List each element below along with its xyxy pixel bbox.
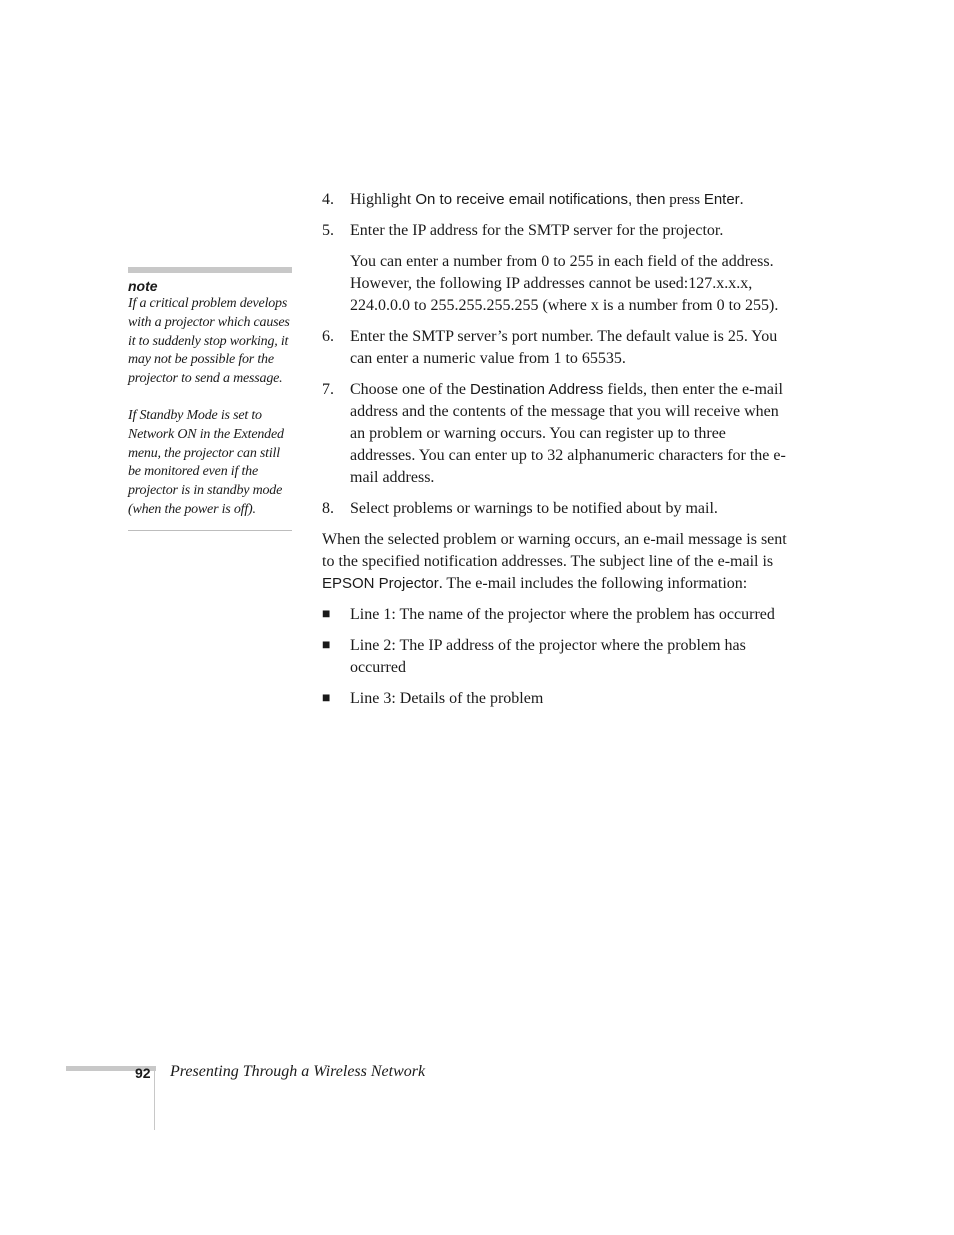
list-item [322, 604, 788, 626]
step-5-detail: You can enter a number from 0 to 255 in each field of the address. However, the following IP addresses cannot be used:127.x.x.x, 224.0.0.0 to 255.255.255.255 (where x is a number from 0 to 255). [350, 253, 779, 314]
step-number: 6. [322, 328, 334, 345]
page-number: 92 [135, 1065, 151, 1081]
note-paragraph-1: If a critical problem develops with a projector which causes it to suddenly stop working, it may not be possible for the projector to send a message. [128, 296, 290, 387]
step-number: 5. [322, 222, 334, 239]
note-title: note [128, 278, 158, 294]
bullet-square-icon: ■ [322, 691, 331, 706]
note-paragraph-2: If Standby Mode is set to Network ON in the Extended menu, the projector can still be monitored even if the projector is in standby mode (when the power is off). [128, 407, 284, 517]
summary-text: . The e-mail includes the following information: [438, 575, 748, 592]
step-6 [322, 326, 788, 370]
step-text: press [665, 192, 704, 208]
step-number: 8. [322, 500, 334, 517]
step-text: Highlight [350, 191, 416, 208]
note-bottom-rule [128, 530, 292, 531]
key-label-enter: Enter [703, 191, 740, 208]
sidebar-note [128, 267, 292, 531]
step-text: . [739, 191, 744, 208]
list-item-text: Line 1: The name of the projector where the problem has occurred [350, 606, 775, 623]
step-4 [322, 189, 788, 211]
bullet-square-icon: ■ [322, 638, 331, 653]
step-text: fields, then enter the e-mail address and the contents of the message that you will receive when an problem or warning occurs. You can register up to three addresses. You can enter up to 32 alphanumeric characters for the e-mail address. [350, 381, 786, 486]
list-item-text: Line 3: Details of the problem [350, 690, 544, 707]
step-text: Enter the IP address for the SMTP server for the projector. [350, 222, 724, 239]
field-label-destination-address: Destination Address [469, 381, 604, 398]
list-item [322, 688, 788, 710]
list-item-text: Line 2: The IP address of the projector where the problem has occurred [350, 637, 746, 676]
email-subject-label: EPSON Projector [322, 575, 439, 592]
chapter-title: Presenting Through a Wireless Network [170, 1063, 426, 1080]
main-content [322, 189, 788, 719]
summary-paragraph [322, 529, 788, 595]
summary-text: When the selected problem or warning occurs, an e-mail message is sent to the specified notification addresses. The subject line of the e-mail is [322, 531, 787, 570]
menu-option-label: On to receive email notifications, then [415, 191, 666, 208]
step-7 [322, 379, 788, 489]
list-item [322, 635, 788, 679]
footer-divider [154, 1066, 155, 1130]
bullet-square-icon: ■ [322, 607, 331, 622]
step-8 [322, 498, 788, 520]
step-number: 4. [322, 191, 334, 208]
step-text: Select problems or warnings to be notified about by mail. [350, 500, 718, 517]
step-5 [322, 220, 788, 242]
step-text: Choose one of the [350, 381, 470, 398]
step-number: 7. [322, 381, 334, 398]
step-text: Enter the SMTP server’s port number. The default value is 25. You can enter a numeric value from 1 to 65535. [350, 328, 778, 367]
note-top-bar [128, 267, 292, 273]
